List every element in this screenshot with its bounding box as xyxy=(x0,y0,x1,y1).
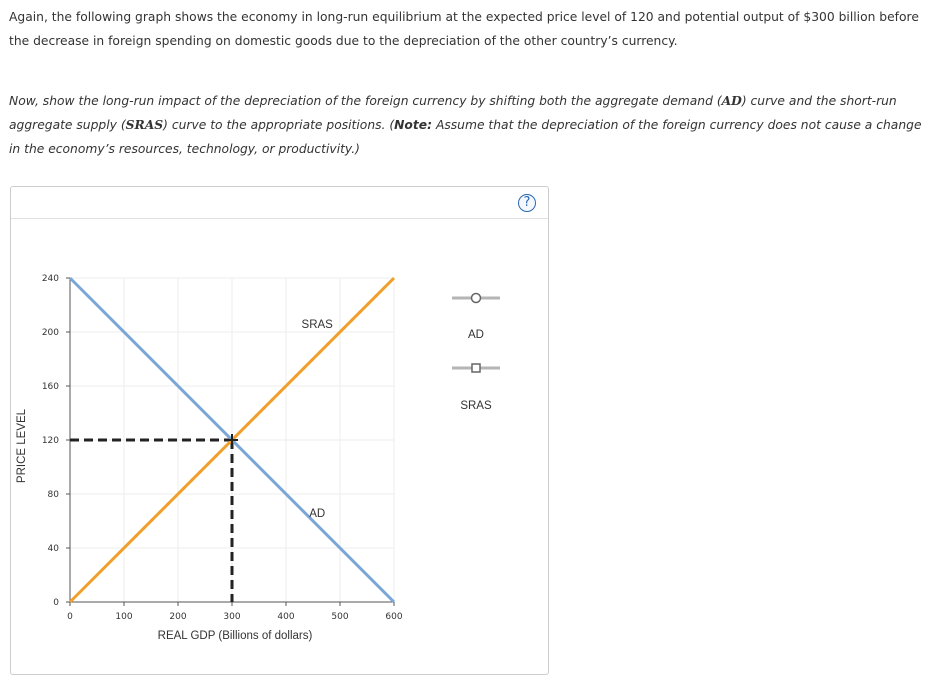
x-tick-label: 300 xyxy=(223,612,241,622)
instructions-paragraph: Now, show the long-run impact of the depreciation of the foreign currency by shifting both the aggregate demand (AD) curve and the short-run aggregate supply (SRAS) curve to the appropriate positions. (Note: Assume that the depreciation of the foreign currency does not cause a change in the economy’s resources, technology, or productivity.) xyxy=(9,93,922,156)
y-tick-label: 0 xyxy=(53,598,59,608)
y-tick-label: 200 xyxy=(41,328,59,338)
y-tick-label: 240 xyxy=(41,274,59,284)
legend-sras-handle-icon[interactable] xyxy=(472,364,480,372)
ad-curve-label: AD xyxy=(309,508,326,520)
x-tick-label: 0 xyxy=(67,612,73,622)
x-tick-label: 600 xyxy=(385,612,403,622)
x-tick-label: 100 xyxy=(115,612,133,622)
x-axis-title: REAL GDP (Billions of dollars) xyxy=(157,630,313,642)
ad-symbol: AD xyxy=(721,93,742,108)
legend-ad-handle-icon[interactable] xyxy=(472,294,481,303)
chart-svg[interactable] xyxy=(11,187,548,674)
help-icon[interactable]: ? xyxy=(518,194,536,212)
y-tick-label: 120 xyxy=(41,436,59,446)
y-tick-label: 80 xyxy=(47,490,59,500)
x-tick-label: 400 xyxy=(277,612,295,622)
x-tick-label: 200 xyxy=(169,612,187,622)
note-label: Note: xyxy=(394,118,433,132)
sras-curve-label: SRAS xyxy=(301,319,333,331)
legend-sras-label: SRAS xyxy=(460,400,492,412)
legend-ad-label: AD xyxy=(468,329,484,341)
intro-paragraph: Again, the following graph shows the economy in long-run equilibrium at the expected price level of 120 and potential output of $300 billion before the decrease in foreign spending on domestic goods due to the depreciation of the other country’s currency. xyxy=(9,10,919,48)
graph-panel xyxy=(10,186,549,675)
y-tick-label: 40 xyxy=(47,544,59,554)
sras-symbol: SRAS xyxy=(125,117,164,132)
y-tick-label: 160 xyxy=(41,382,59,392)
y-axis-title: PRICE LEVEL xyxy=(16,408,28,484)
x-tick-label: 500 xyxy=(331,612,349,622)
